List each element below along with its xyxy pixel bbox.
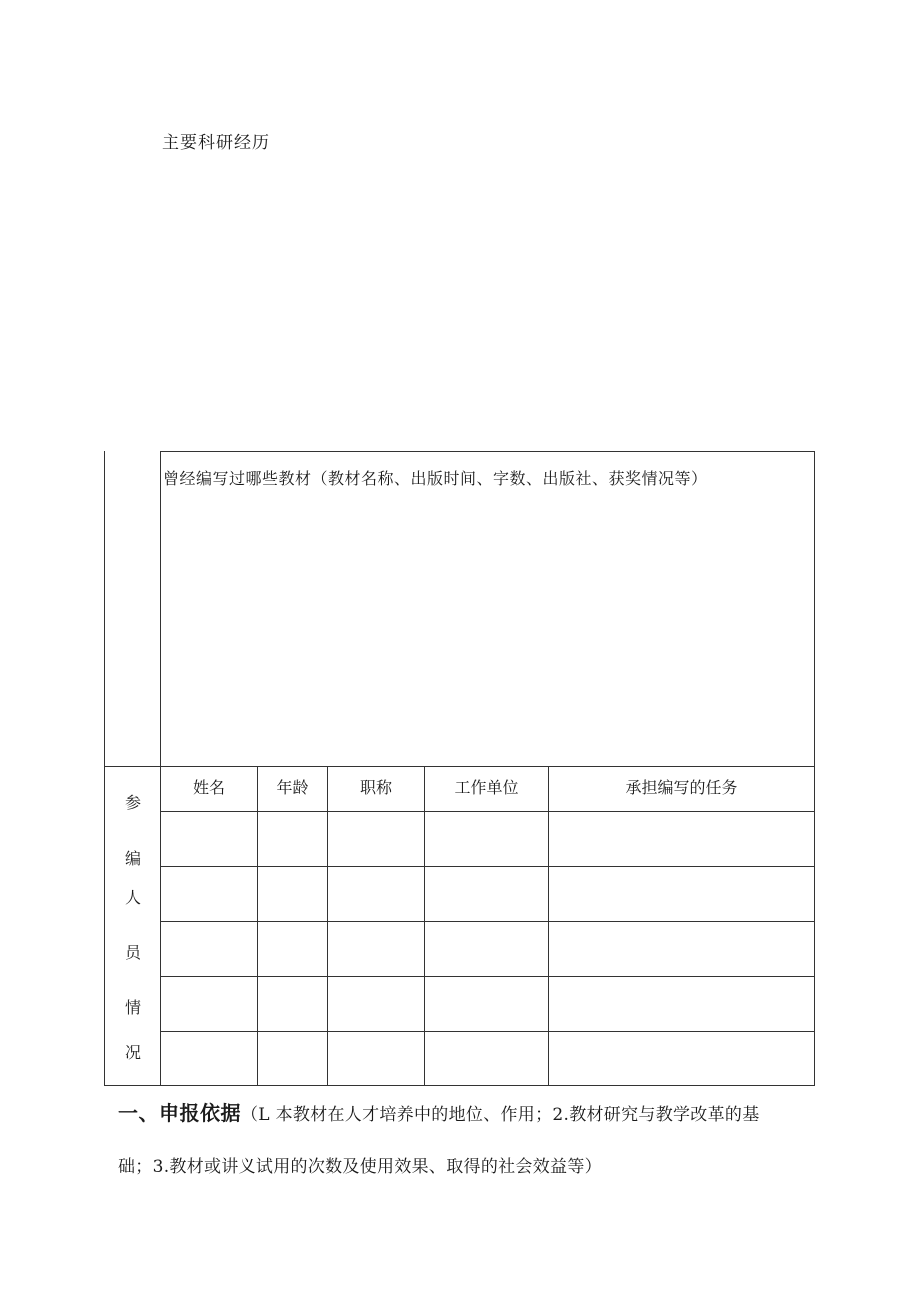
application-basis-line1 [118,1097,760,1126]
table-row[interactable] [161,812,814,866]
application-basis-line2: 础；3.教材或讲义试用的次数及使用效果、取得的社会效益等） [118,1157,602,1177]
side-label-char: 编 [124,849,141,868]
table-row[interactable] [161,922,814,976]
column-header-age: 年龄 [276,778,309,797]
side-label-char: 员 [124,943,141,962]
side-label-char: 参 [124,793,141,812]
form-right-border [814,451,815,1086]
side-label-char: 情 [124,998,141,1017]
research-experience-label: 主要科研经历 [162,133,270,153]
column-header-task: 承担编写的任务 [625,778,738,797]
application-basis-heading: 一、申报依据 [118,1101,241,1125]
form-bottom-border [104,1085,815,1086]
form-left-border [104,451,105,1086]
table-row[interactable] [161,1032,814,1085]
textbooks-written-prompt: 曾经编写过哪些教材（教材名称、出版时间、字数、出版社、获奖情况等） [163,469,708,488]
column-header-work-unit: 工作单位 [454,778,519,797]
side-label-char: 人 [124,888,141,907]
textbooks-written-field[interactable] [162,492,812,764]
table-row[interactable] [161,977,814,1031]
column-header-name: 姓名 [192,778,225,797]
column-header-title: 职称 [359,778,392,797]
participants-top-border [104,766,815,767]
application-basis-instructions: （L 本教材在人才培养中的地位、作用；2.教材研究与教学改革的基 [241,1105,760,1125]
textbook-top-border [160,451,815,452]
side-label-char: 况 [124,1043,141,1062]
table-row[interactable] [161,867,814,921]
